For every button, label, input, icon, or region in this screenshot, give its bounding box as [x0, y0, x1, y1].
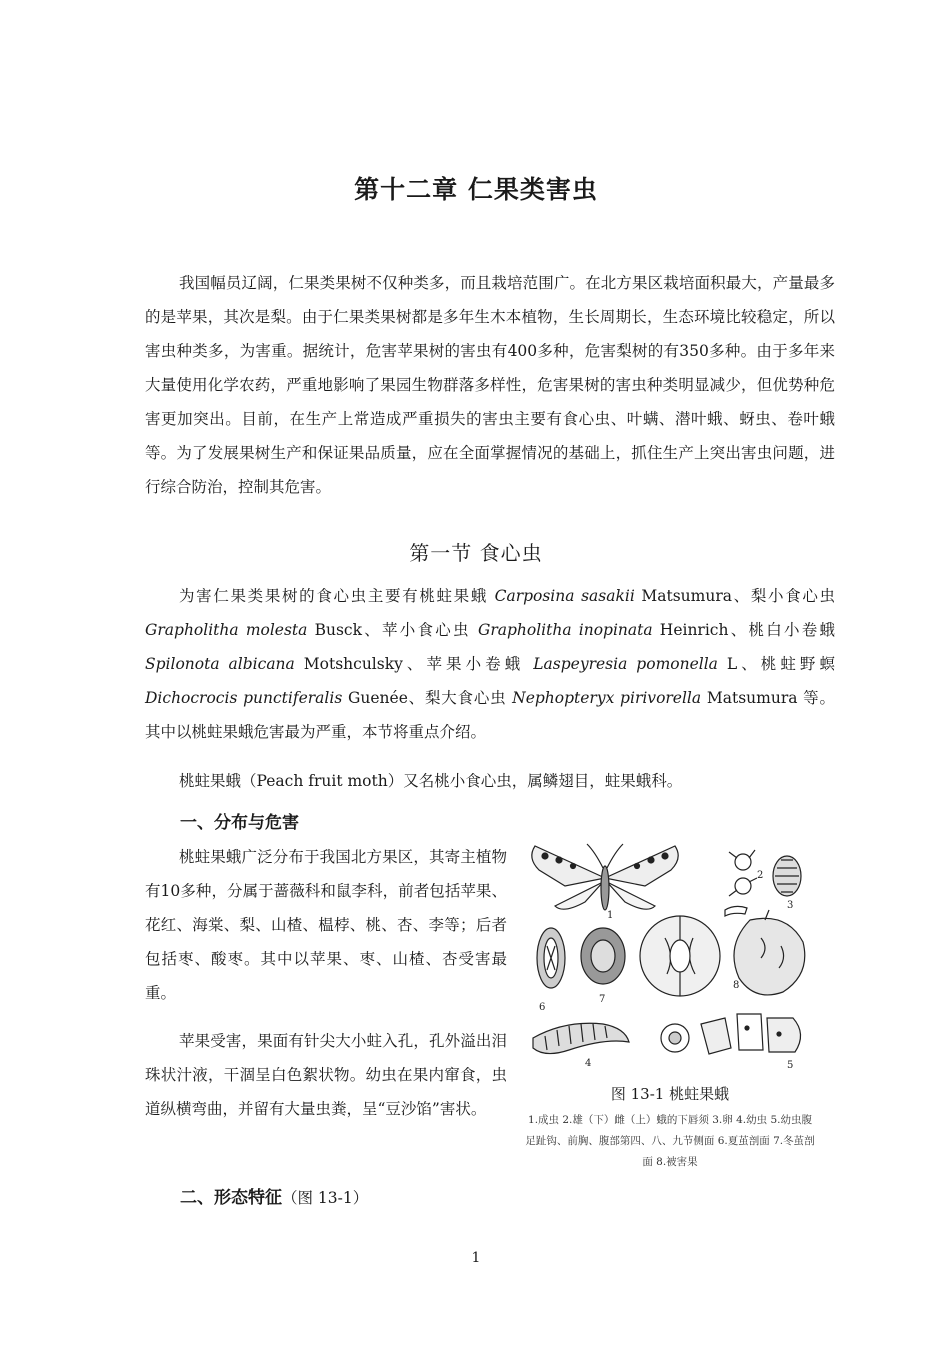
- figure-label: 5: [787, 1060, 794, 1071]
- section-title: 第一节 食心虫: [409, 541, 543, 565]
- moth-paragraph: 桃蛀果蛾（Peach fruit moth）又名桃小食心虫，属鳞翅目，蛀果蛾科。: [179, 772, 683, 790]
- larva-drawing: [533, 1023, 629, 1053]
- peach-fruit-moth-figure: [525, 838, 815, 1080]
- larva-details-drawing: [661, 1014, 801, 1054]
- figure-label: 7: [599, 994, 606, 1005]
- distribution-paragraph: 桃蛀果蛾广泛分布于我国北方果区，其寄主植物有10多种，分属于蔷薇科和鼠李科，前者包括苹果、花红、海棠、梨、山楂、榅桲、桃、杏、李等；后者包括枣、酸枣。其中以苹果、枣、山楂、杏受害最重。: [145, 848, 507, 1002]
- summer-cocoon-drawing: [537, 928, 565, 988]
- heading-morphology: 二、形态特征（图 13-1）: [180, 1188, 369, 1208]
- figure-label: 8: [733, 980, 740, 991]
- winter-cocoon-drawing: [581, 928, 625, 984]
- figure-label: 2: [757, 870, 764, 881]
- heading-distribution: 一、分布与危害: [180, 813, 299, 833]
- egg-drawing: [773, 856, 801, 896]
- species-name: Spilonota albicana: [145, 655, 295, 673]
- species-name: Grapholitha molesta: [145, 621, 308, 639]
- figure-reference: （图 13-1）: [282, 1189, 369, 1207]
- species-paragraph: 为害仁果类果树的食心虫主要有桃蛀果蛾 Carposina sasakii Matsumura、梨小食心虫 Grapholitha molesta Busck、苹小食心虫 Grapholitha inopinata Heinrich、桃白小卷蛾 Spilonota albicana Motshculsky、苹果小卷蛾 Laspeyresia pomonella L、桃蛀野螟 Dichocrocis punctiferalis Guenée、梨大食心虫 Nephopteryx pirivorella Matsumura 等。其中以桃蛀果蛾危害最为严重，本节将重点介绍。: [145, 587, 835, 741]
- intro-paragraph: 我国幅员辽阔，仁果类果树不仅种类多，而且栽培范围广。在北方果区栽培面积最大，产量最多的是苹果，其次是梨。由于仁果类果树都是多年生木本植物，生长周期长，生态环境比较稳定，所以害虫种类多，为害重。据统计，危害苹果树的害虫有400多种，危害梨树的有350多种。由于多年来大量使用化学农药，严重地影响了果园生物群落多样性，危害果树的害虫种类明显减少，但优势种危害更加突出。目前，在生产上常造成严重损失的害虫主要有食心虫、叶螨、潜叶蛾、蚜虫、卷叶蛾等。为了发展果树生产和保证果品质量，应在全面掌握情况的基础上，抓住生产上突出害虫问题，进行综合防治，控制其危害。: [145, 274, 835, 496]
- species-name: Carposina sasakii: [494, 587, 635, 605]
- figure-label: 3: [787, 900, 794, 911]
- page-number: 1: [471, 1250, 481, 1266]
- species-name: Dichocrocis punctiferalis: [145, 689, 343, 707]
- species-name: Nephopteryx pirivorella: [512, 689, 702, 707]
- species-name: Grapholitha inopinata: [477, 621, 653, 639]
- figure-label: 1: [607, 910, 614, 921]
- figure-label: 4: [585, 1058, 592, 1069]
- damage-paragraph: 苹果受害，果面有针尖大小蛀入孔，孔外溢出泪珠状汁液，干涸呈白色絮状物。幼虫在果内窜食，虫道纵横弯曲，并留有大量虫粪，呈“豆沙馅”害状。: [145, 1032, 507, 1118]
- damaged-fruit-cut-drawing: [640, 916, 720, 996]
- figure-caption: 图 13-1 桃蛀果蛾: [610, 1085, 730, 1103]
- figure-legend: 1.成虫 2.雄（下）雌（上）蛾的下唇须 3.卵 4.幼虫 5.幼虫腹足趾钩、前胸、腹部第四、八、九节侧面 6.夏茧剖面 7.冬茧剖面 8.被害果: [525, 1114, 815, 1168]
- labial-palps-drawing: [725, 850, 757, 916]
- species-name: Laspeyresia pomonella: [533, 655, 718, 673]
- figure-label: 6: [539, 1002, 546, 1013]
- adult-moth-drawing: [532, 844, 678, 910]
- damaged-fruit-whole-drawing: [734, 910, 805, 995]
- chapter-title: 第十二章 仁果类害虫: [354, 175, 598, 204]
